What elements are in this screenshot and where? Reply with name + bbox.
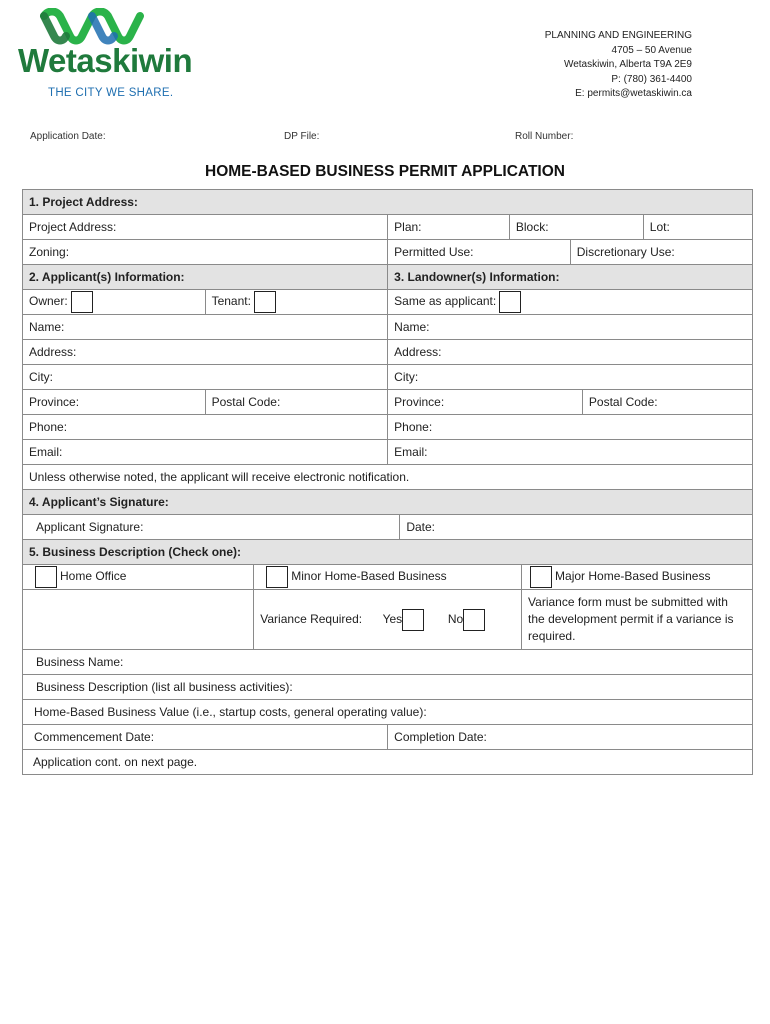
variance-required-label: Variance Required: [260, 611, 363, 626]
tenant-checkbox[interactable] [254, 291, 276, 313]
home-office-label: Home Office [60, 569, 127, 584]
section-3-header: 3. Landowner(s) Information: [388, 265, 753, 290]
zoning-field[interactable]: Zoning: [23, 240, 388, 265]
variance-row [23, 590, 753, 650]
address-row [23, 340, 753, 365]
business-description-row [23, 675, 753, 700]
plan-field[interactable]: Plan: [388, 215, 510, 240]
landowner-province-field[interactable]: Province: [388, 390, 583, 415]
major-business-label: Major Home-Based Business [555, 569, 711, 584]
section-4-header: 4. Applicant’s Signature: [23, 490, 753, 515]
city-row [23, 365, 753, 390]
owner-tenant-row [23, 290, 753, 315]
landowner-name-field[interactable]: Name: [388, 315, 753, 340]
owner-label: Owner: [29, 294, 68, 309]
same-as-applicant-field [388, 290, 753, 315]
applicant-email-field[interactable]: Email: [23, 440, 388, 465]
project-address-row [23, 215, 753, 240]
applicant-signature-field[interactable]: Applicant Signature: [23, 515, 400, 540]
section-4-header-row [23, 490, 753, 515]
dates-row [23, 725, 753, 750]
variance-empty-cell [23, 590, 254, 650]
business-name-field[interactable]: Business Name: [23, 650, 753, 675]
logo-wordmark: Wetaskiwin [18, 42, 193, 79]
variance-no-checkbox[interactable] [463, 609, 485, 631]
applicant-postal-field[interactable]: Postal Code: [205, 390, 388, 415]
section-1-header: 1. Project Address: [23, 190, 753, 215]
application-date-label: Application Date: [30, 131, 106, 142]
same-as-applicant-checkbox[interactable] [499, 291, 521, 313]
office-street: 4705 – 50 Avenue [611, 44, 692, 56]
zoning-row [23, 240, 753, 265]
section-1-header-row [23, 190, 753, 215]
block-field[interactable]: Block: [509, 215, 643, 240]
project-address-field[interactable]: Project Address: [23, 215, 388, 240]
variance-required-cell [254, 590, 522, 650]
home-office-checkbox[interactable] [35, 566, 57, 588]
major-business-checkbox[interactable] [530, 566, 552, 588]
variance-note: Variance form must be submitted with the development permit if a variance is required. [522, 590, 753, 650]
same-as-applicant-label: Same as applicant: [394, 294, 497, 309]
landowner-email-field[interactable]: Email: [388, 440, 753, 465]
variance-yes-checkbox[interactable] [402, 609, 424, 631]
variance-no-label: No [447, 611, 464, 626]
discretionary-use-field[interactable]: Discretionary Use: [570, 240, 753, 265]
section-5-header: 5. Business Description (Check one): [23, 540, 753, 565]
minor-business-option [254, 565, 522, 590]
logo-tagline: THE CITY WE SHARE. [48, 87, 174, 99]
applicant-province-field[interactable]: Province: [23, 390, 206, 415]
applicant-city-field[interactable]: City: [23, 365, 388, 390]
commencement-date-field[interactable]: Commencement Date: [23, 725, 388, 750]
permitted-use-field[interactable]: Permitted Use: [388, 240, 571, 265]
roll-number-label: Roll Number: [515, 131, 574, 142]
page-title: HOME-BASED BUSINESS PERMIT APPLICATION [205, 163, 565, 180]
notice-row [23, 465, 753, 490]
section-2-3-header-row [23, 265, 753, 290]
office-address [545, 29, 692, 102]
landowner-city-field[interactable]: City: [388, 365, 753, 390]
notification-notice: Unless otherwise noted, the applicant will receive electronic notification. [23, 465, 753, 490]
completion-date-field[interactable]: Completion Date: [388, 725, 753, 750]
signature-date-field[interactable]: Date: [400, 515, 753, 540]
section-5-header-row [23, 540, 753, 565]
business-value-field[interactable]: Home-Based Business Value (i.e., startup costs, general operating value): [23, 700, 753, 725]
landowner-postal-field[interactable]: Postal Code: [582, 390, 752, 415]
landowner-phone-field[interactable]: Phone: [388, 415, 753, 440]
office-city: Wetaskiwin, Alberta T9A 2E9 [563, 59, 692, 70]
minor-business-checkbox[interactable] [266, 566, 288, 588]
applicant-name-field[interactable]: Name: [23, 315, 388, 340]
office-phone: P: (780) 361-4400 [611, 73, 692, 85]
tenant-label: Tenant: [211, 294, 251, 309]
office-email[interactable]: E: permits@wetaskiwin.ca [575, 88, 692, 99]
applicant-phone-field[interactable]: Phone: [23, 415, 388, 440]
owner-checkbox[interactable] [71, 291, 93, 313]
business-name-row [23, 650, 753, 675]
landowner-address-field[interactable]: Address: [388, 340, 753, 365]
email-row [23, 440, 753, 465]
city-logo [8, 8, 198, 98]
permit-form [22, 189, 753, 775]
owner-field [23, 290, 206, 315]
continued-note: Application cont. on next page. [23, 750, 753, 775]
business-type-row [23, 565, 753, 590]
variance-yes-label: Yes [382, 611, 403, 626]
signature-row [23, 515, 753, 540]
section-2-header: 2. Applicant(s) Information: [23, 265, 388, 290]
phone-row [23, 415, 753, 440]
applicant-address-field[interactable]: Address: [23, 340, 388, 365]
office-dept: PLANNING AND ENGINEERING [544, 30, 692, 41]
dp-file-label: DP File: [284, 131, 320, 142]
tenant-field [205, 290, 388, 315]
lot-field[interactable]: Lot: [643, 215, 753, 240]
business-value-row [23, 700, 753, 725]
major-business-option [522, 565, 753, 590]
business-description-field[interactable]: Business Description (list all business activities): [23, 675, 753, 700]
continued-row [23, 750, 753, 775]
name-row [23, 315, 753, 340]
province-row [23, 390, 753, 415]
minor-business-label: Minor Home-Based Business [291, 569, 447, 584]
home-office-option [23, 565, 254, 590]
